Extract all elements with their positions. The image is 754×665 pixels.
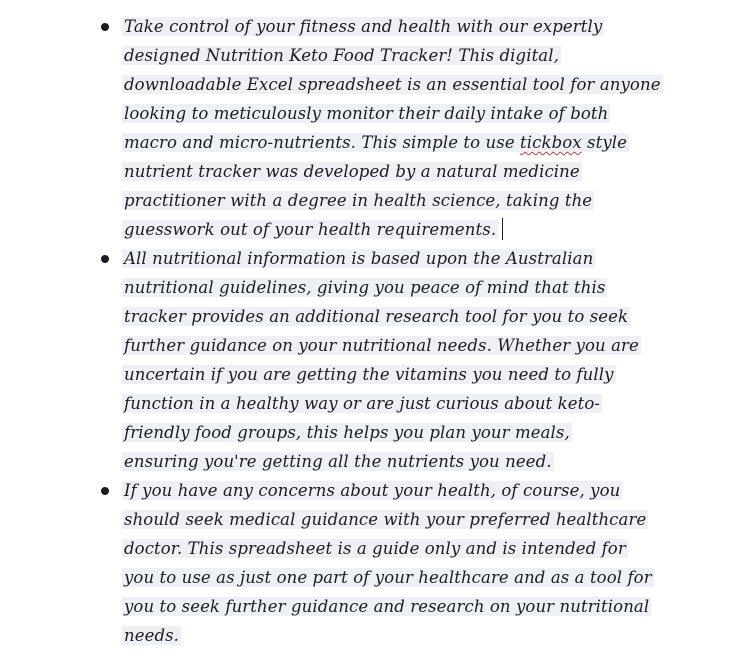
text-line: ensuring you're getting all the nutrients you need. <box>124 452 552 471</box>
text-line: needs. <box>124 626 180 645</box>
text-line: doctor. This spreadsheet is a guide only and is intended for <box>124 539 626 558</box>
text-line: friendly food groups, this helps you plan your meals, <box>124 423 570 442</box>
text-line: further guidance on your nutritional needs. Whether you are <box>124 336 639 355</box>
bullet-icon <box>101 23 109 31</box>
text-line: nutrient tracker was developed by a natural medicine <box>124 162 580 181</box>
text-line: looking to meticulously monitor their daily intake of both <box>124 104 609 123</box>
text-line: tracker provides an additional research tool for you to seek <box>124 307 629 326</box>
text-line: macro and micro-nutrients. This simple to use tickbox style <box>124 133 627 152</box>
paragraph-2[interactable] <box>122 244 708 476</box>
list-item <box>0 12 754 244</box>
text-line: nutritional guidelines, giving you peace of mind that this <box>124 278 606 297</box>
list-item <box>0 476 754 650</box>
spellcheck-underline-word[interactable]: tickbox <box>520 133 582 152</box>
text-line: practitioner with a degree in health science, taking the <box>124 191 593 210</box>
document-body[interactable] <box>0 12 754 650</box>
text-line: you to seek further guidance and research on your nutritional <box>124 597 650 616</box>
text-line: downloadable Excel spreadsheet is an essential tool for anyone <box>124 75 661 94</box>
text-line: Take control of your fitness and health with our expertly <box>124 17 603 36</box>
bullet-icon <box>101 255 109 263</box>
text-line: If you have any concerns about your health, of course, you <box>124 481 621 500</box>
text-line: uncertain if you are getting the vitamins you need to fully <box>124 365 614 384</box>
text-line: guesswork out of your health requirements. <box>122 215 708 244</box>
paragraph-3[interactable] <box>122 476 708 650</box>
text-line: All nutritional information is based upon the Australian <box>124 249 594 268</box>
bullet-icon <box>101 487 109 495</box>
bullet-list <box>0 12 754 650</box>
text-line: you to use as just one part of your healthcare and as a tool for <box>124 568 652 587</box>
text-line: function in a healthy way or are just curious about keto- <box>124 394 601 413</box>
text-line: designed Nutrition Keto Food Tracker! This digital, <box>124 46 559 65</box>
text-cursor <box>502 218 503 240</box>
list-item <box>0 244 754 476</box>
text-line: should seek medical guidance with your preferred healthcare <box>124 510 647 529</box>
paragraph-1[interactable] <box>122 12 708 244</box>
